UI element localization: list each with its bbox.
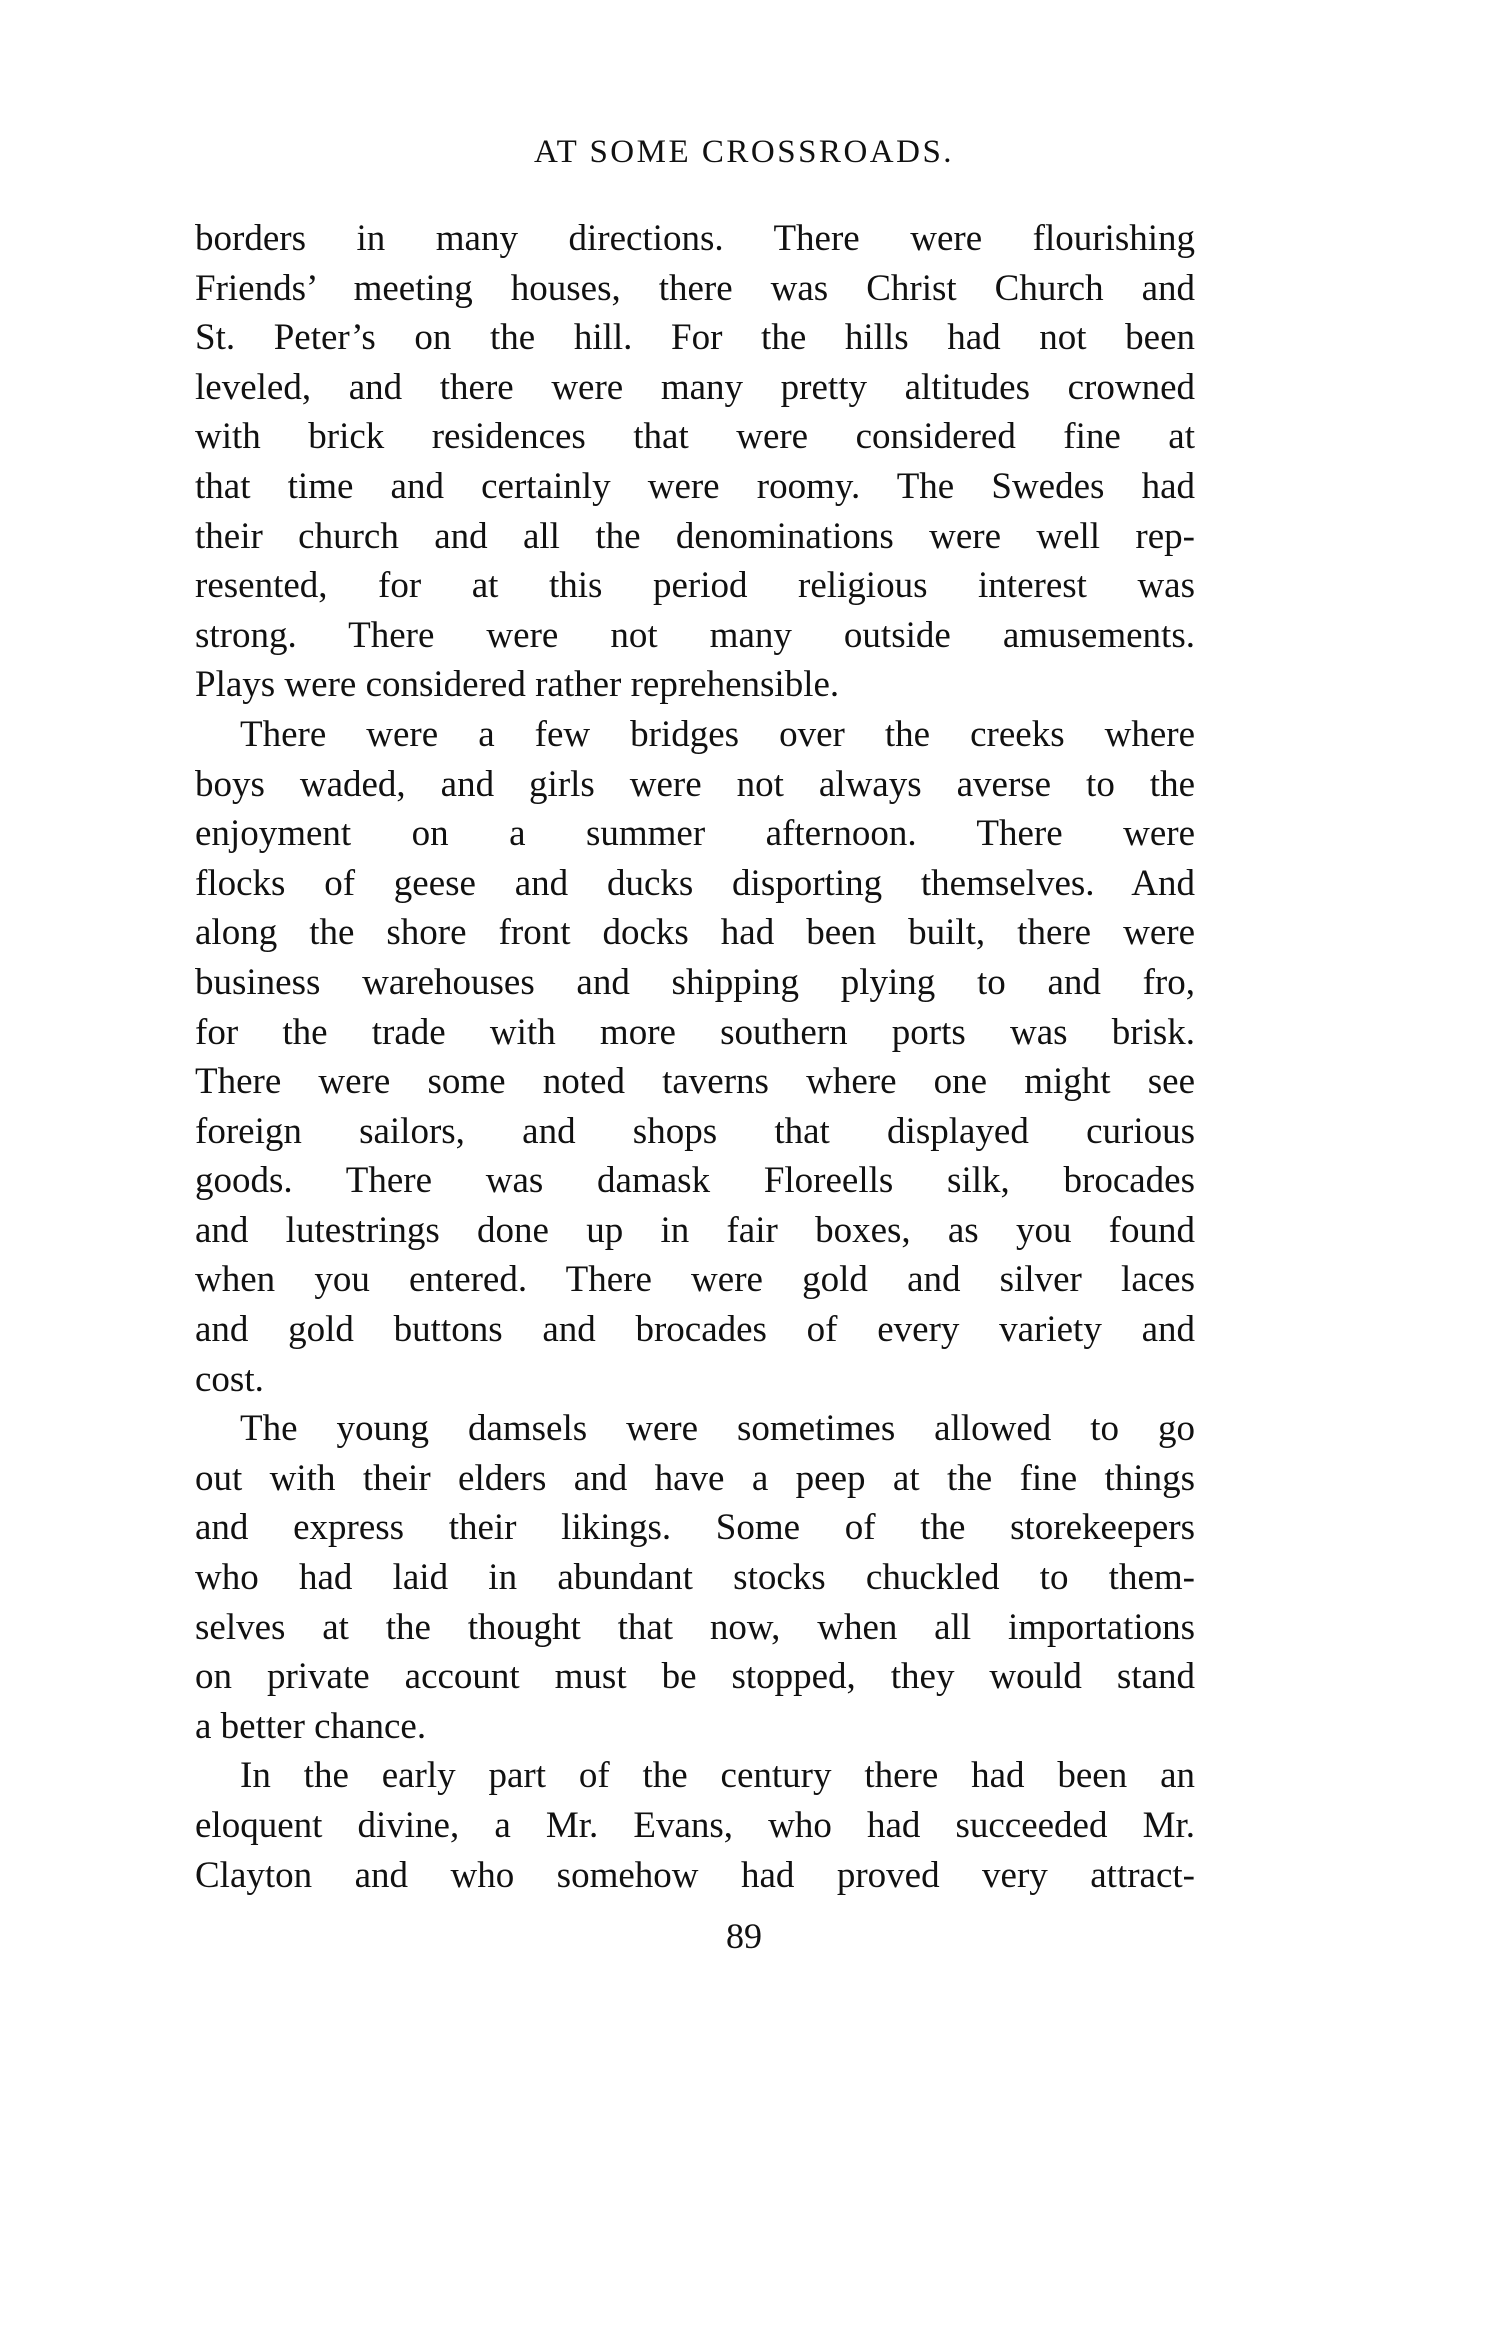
text-line: Clayton and who somehow had proved very attract- xyxy=(195,1854,1195,1896)
text-line: and lutestrings done up in fair boxes, as you found xyxy=(195,1209,1195,1251)
text-line: when you entered. There were gold and silver laces xyxy=(195,1259,1195,1301)
text-line: for the trade with more southern ports was brisk. xyxy=(195,1011,1195,1053)
body-text xyxy=(195,214,1195,1900)
text-line: goods. There was damask Floreells silk, brocades xyxy=(195,1160,1195,1202)
text-line: eloquent divine, a Mr. Evans, who had succeeded Mr. xyxy=(195,1805,1195,1846)
text-line: There were some noted taverns where one might see xyxy=(195,1061,1195,1103)
text-line: on private account must be stopped, they would stand xyxy=(195,1656,1195,1698)
text-line: out with their elders and have a peep at the fine things xyxy=(195,1457,1195,1499)
page-number: 89 xyxy=(726,1916,762,1956)
text-line: borders in many directions. There were flourishing xyxy=(195,218,1195,259)
text-line: along the shore front docks had been built, there were xyxy=(195,912,1195,954)
text-line: The young damsels were sometimes allowed to go xyxy=(240,1408,1195,1450)
text-line: cost. xyxy=(195,1358,264,1400)
text-line: and gold buttons and brocades of every variety and xyxy=(195,1309,1195,1351)
text-line: boys waded, and girls were not always averse to the xyxy=(195,763,1195,805)
text-line: Plays were considered rather reprehensible. xyxy=(195,664,840,706)
text-line: St. Peter’s on the hill. For the hills had not been xyxy=(195,317,1195,359)
text-line: foreign sailors, and shops that displayed curious xyxy=(195,1110,1195,1152)
text-line: who had laid in abundant stocks chuckled to them- xyxy=(195,1557,1195,1599)
text-line: and express their likings. Some of the storekeepers xyxy=(195,1507,1195,1549)
text-line: resented, for at this period religious interest was xyxy=(195,565,1195,607)
paragraph xyxy=(195,214,1195,710)
text-line: a better chance. xyxy=(195,1705,427,1747)
text-line: flocks of geese and ducks disporting themselves. And xyxy=(195,862,1195,904)
text-line: business warehouses and shipping plying to and fro, xyxy=(195,961,1195,1003)
text-line: selves at the thought that now, when all importations xyxy=(195,1606,1195,1648)
text-line: with brick residences that were considered fine at xyxy=(195,416,1195,458)
paragraph xyxy=(195,1404,1195,1751)
text-line: enjoyment on a summer afternoon. There were xyxy=(195,813,1195,855)
running-head: AT SOME CROSSROADS. xyxy=(533,134,955,170)
text-line: that time and certainly were roomy. The Swedes had xyxy=(195,465,1195,507)
text-line: Friends’ meeting houses, there was Christ Church and xyxy=(195,267,1195,309)
text-line: In the early part of the century there had been an xyxy=(240,1755,1195,1797)
paragraph xyxy=(195,1751,1195,1900)
text-line: strong. There were not many outside amusements. xyxy=(195,614,1195,656)
text-line: their church and all the denominations were well rep- xyxy=(195,515,1195,557)
paragraph xyxy=(195,710,1195,1404)
text-line: There were a few bridges over the creeks where xyxy=(240,713,1195,755)
text-line: leveled, and there were many pretty altitudes crowned xyxy=(195,366,1195,408)
